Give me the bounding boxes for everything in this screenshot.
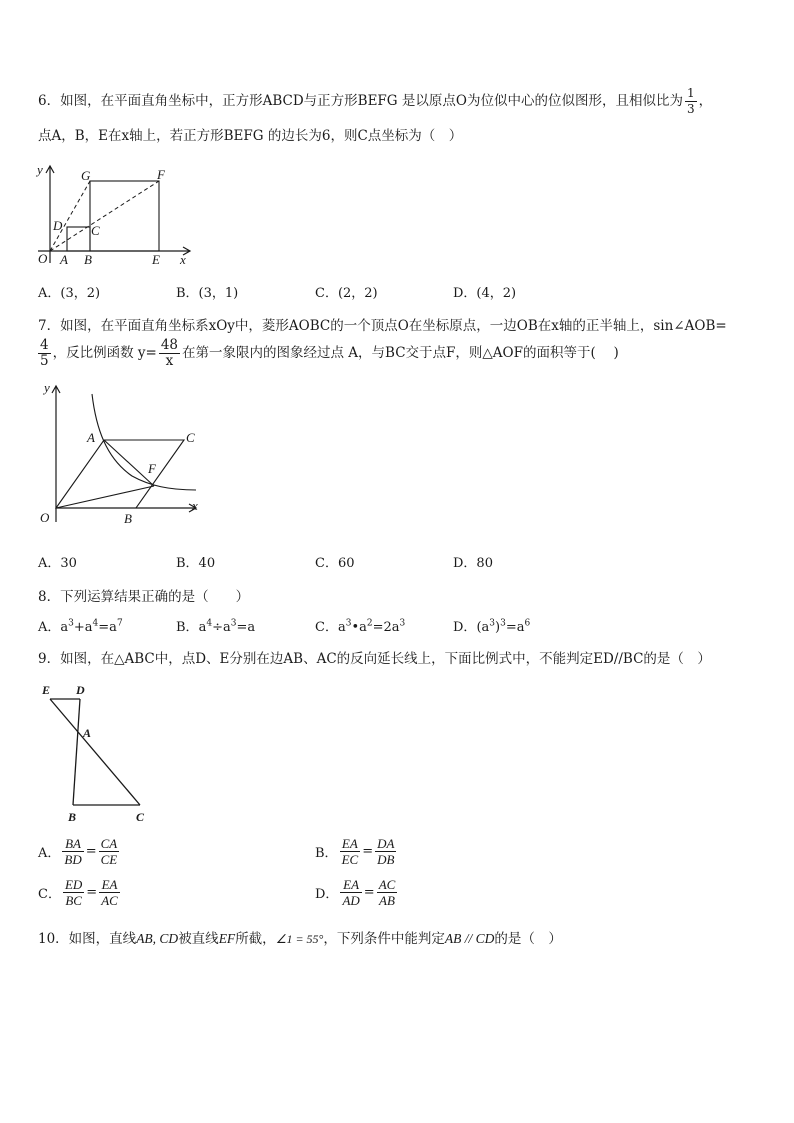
q9-b-frac2 <box>375 836 396 867</box>
q7-k-fraction <box>159 338 180 369</box>
q9-d-frac2 <box>377 877 398 908</box>
q8-b-exp2: 3 <box>230 618 237 629</box>
q6-label-e: E <box>152 252 160 267</box>
q8-d-exp2: 3 <box>500 618 506 629</box>
q8-c-exp3: 3 <box>399 618 406 629</box>
q10-part2: 被直线 <box>178 931 219 947</box>
q6-label-f: F <box>157 167 165 182</box>
q9-option-a <box>38 836 121 867</box>
q6-stem-line1 <box>38 86 712 117</box>
q9-a-d1: BD <box>64 852 82 867</box>
q6-ratio-den: 3 <box>686 102 695 116</box>
q7-hyperbola <box>92 394 196 490</box>
q8-stem: 8．下列运算结果正确的是（ ） <box>38 589 250 605</box>
q10-math-ef: EF <box>218 931 236 946</box>
q9-stem: 9．如图，在△ABC中，点D、E分别在边AB、AC的反向延长线上，下面比例式中，不能判定ED//BC的是（ ） <box>38 651 711 667</box>
q9-c-d1: BC <box>65 893 82 908</box>
q8-c-exp1: 3 <box>345 618 352 629</box>
q9-d-n1: EA <box>340 877 361 893</box>
q8-a-label: A． <box>38 620 61 635</box>
q7-figure <box>34 376 212 530</box>
q8-b-base: a <box>198 620 207 635</box>
q10-math-ab-cd: AB, CD <box>136 931 179 946</box>
q10-stem <box>38 927 562 947</box>
q8-c-base: a <box>337 620 346 635</box>
q8-c-exp2: 2 <box>366 618 373 629</box>
q8-option-c <box>315 616 405 635</box>
q6-line1-end: ， <box>698 93 713 109</box>
q9-c-eq: = <box>86 885 98 900</box>
q6-option-a: A．(3，2) <box>38 286 101 301</box>
q9-figure <box>36 678 156 828</box>
q6-dash-of <box>50 181 159 251</box>
q9-d-frac1 <box>340 877 361 908</box>
q9-segment-db <box>73 699 80 805</box>
q8-b-label: B． <box>176 620 199 635</box>
q9-b-n1: EA <box>340 836 361 852</box>
q9-d-label: D． <box>315 887 339 902</box>
q9-b-n2: DA <box>377 836 395 851</box>
q8-a-end: =a <box>98 620 117 635</box>
q8-c-mid: •a <box>351 620 367 635</box>
q6-label-y: y <box>37 162 43 177</box>
q8-option-d <box>453 616 530 635</box>
q9-a-n1: BA <box>62 836 83 852</box>
q6-label-a: A <box>60 252 68 267</box>
q6-line1-text: 6．如图，在平面直角坐标中，正方形ABCD与正方形BEFG 是以原点O为位似中心的位似图形，且相似比为 <box>38 93 683 109</box>
q7-k-den: x <box>165 353 174 369</box>
q8-a-exp2: 4 <box>92 618 99 629</box>
q8-a-exp1: 3 <box>68 618 74 629</box>
q7-rhombus-aobc <box>56 440 184 508</box>
q7-option-c: C．60 <box>315 556 355 571</box>
q9-c-d2: AC <box>101 893 118 908</box>
q6-label-c: C <box>91 223 100 238</box>
q10-part3: 所截， <box>235 931 276 947</box>
q6-ratio-fraction <box>685 86 697 117</box>
q9-label-e: E <box>42 683 51 697</box>
q9-segment-ec <box>50 699 140 805</box>
q6-label-o: O <box>38 251 48 266</box>
q6-label-g: G <box>81 168 91 183</box>
q9-c-n2: EA <box>99 877 120 893</box>
q9-option-c <box>38 877 122 908</box>
q9-a-frac2 <box>99 836 120 867</box>
q9-d-eq: = <box>363 885 375 900</box>
q7-segment-of <box>56 486 154 508</box>
q8-d-label: D． <box>453 620 477 635</box>
q9-a-d2: CE <box>100 852 118 867</box>
q7-sin-num: 4 <box>40 337 49 353</box>
q9-b-label: B． <box>315 846 338 861</box>
q7-option-b: B．40 <box>176 556 216 571</box>
q7-label-b: B <box>124 511 132 526</box>
q6-label-x: x <box>180 252 186 267</box>
q9-c-frac1 <box>63 877 84 908</box>
q8-c-label: C． <box>315 620 338 635</box>
q9-label-a: A <box>83 726 92 740</box>
q8-option-b <box>176 616 255 635</box>
q8-d-end: =a <box>505 620 525 635</box>
q7-stem-line1: 7．如图，在平面直角坐标系xOy中，菱形AOBC的一个顶点O在坐标原点，一边OB在x轴的正半轴上，sin∠AOB= <box>38 318 727 334</box>
q10-part5: 的是（ ） <box>494 931 562 947</box>
q8-b-end: =a <box>236 620 256 635</box>
q9-b-eq: = <box>362 844 374 859</box>
q7-label-o: O <box>40 510 50 525</box>
q7-segment-af <box>104 440 154 486</box>
q6-dash-og <box>50 181 90 251</box>
q7-label-y: y <box>44 380 50 395</box>
q8-a-exp3: 7 <box>116 618 123 629</box>
q9-option-d <box>315 877 399 908</box>
q6-label-d: D <box>53 218 63 233</box>
q6-square-befg <box>90 181 159 251</box>
q9-b-d1: EC <box>341 852 359 867</box>
q8-c-end: =2a <box>372 620 400 635</box>
q9-label-c: C <box>136 810 145 824</box>
q9-b-frac1 <box>340 836 361 867</box>
q9-d-d2: AB <box>379 893 395 908</box>
q6-stem-line2: 点A，B，E在x轴上，若正方形BEFG 的边长为6，则C点坐标为（ ） <box>38 128 463 144</box>
q7-label-a: A <box>87 430 95 445</box>
q9-d-n2: AC <box>378 877 396 892</box>
q6-option-d: D．(4，2) <box>453 286 517 301</box>
q6-square-abcd <box>67 227 90 251</box>
q7-stem-line2 <box>38 338 619 369</box>
q9-label-d: D <box>76 683 85 697</box>
q9-a-frac1 <box>62 836 83 867</box>
q6-ratio-num: 1 <box>686 86 695 100</box>
q9-label-b: B <box>68 810 77 824</box>
q9-c-label: C． <box>38 887 61 902</box>
q10-part1: 10．如图，直线 <box>38 931 137 947</box>
q9-a-n2: CA <box>100 836 118 851</box>
q7-sin-den: 5 <box>40 353 49 369</box>
q9-option-b <box>315 836 398 867</box>
q10-math-parallel: AB // CD <box>444 931 495 946</box>
q10-part4: ，下列条件中能判定 <box>323 931 445 947</box>
q9-d-d1: AD <box>342 893 360 908</box>
q9-a-eq: = <box>85 844 97 859</box>
q8-d-base: (a <box>476 620 490 635</box>
q9-c-frac2 <box>99 877 120 908</box>
q9-a-label: A． <box>38 846 61 861</box>
q6-figure <box>30 158 200 270</box>
q8-d-exp1: 3 <box>489 618 495 629</box>
q9-c-n1: ED <box>64 877 83 892</box>
q8-option-a <box>38 616 123 635</box>
q7-label-c: C <box>186 430 195 445</box>
q8-a-mid: +a <box>73 620 93 635</box>
q7-label-f: F <box>148 461 156 476</box>
q7-option-a: A．30 <box>38 556 77 571</box>
q6-option-c: C．(2，2) <box>315 286 378 301</box>
q6-label-b: B <box>84 252 92 267</box>
q7-sin-fraction <box>38 338 51 369</box>
q8-b-mid: ÷a <box>212 620 231 635</box>
q8-d-exp3: 6 <box>524 618 531 629</box>
q7-option-d: D．80 <box>453 556 493 571</box>
q6-option-b: B．(3，1) <box>176 286 239 301</box>
q7-k-num: 48 <box>160 337 179 353</box>
q7-mid2: 在第一象限内的图象经过点 A，与BC交于点F，则△AOF的面积等于( ) <box>182 345 619 361</box>
q8-a-base: a <box>60 620 69 635</box>
q10-math-angle1: ∠1 = 55° <box>275 932 324 946</box>
q8-d-mid: ) <box>495 620 501 635</box>
q7-mid1: ，反比例函数 y= <box>52 345 157 361</box>
q9-b-d2: DB <box>377 852 395 867</box>
q8-b-exp1: 4 <box>206 618 213 629</box>
q7-label-x: x <box>192 498 198 513</box>
